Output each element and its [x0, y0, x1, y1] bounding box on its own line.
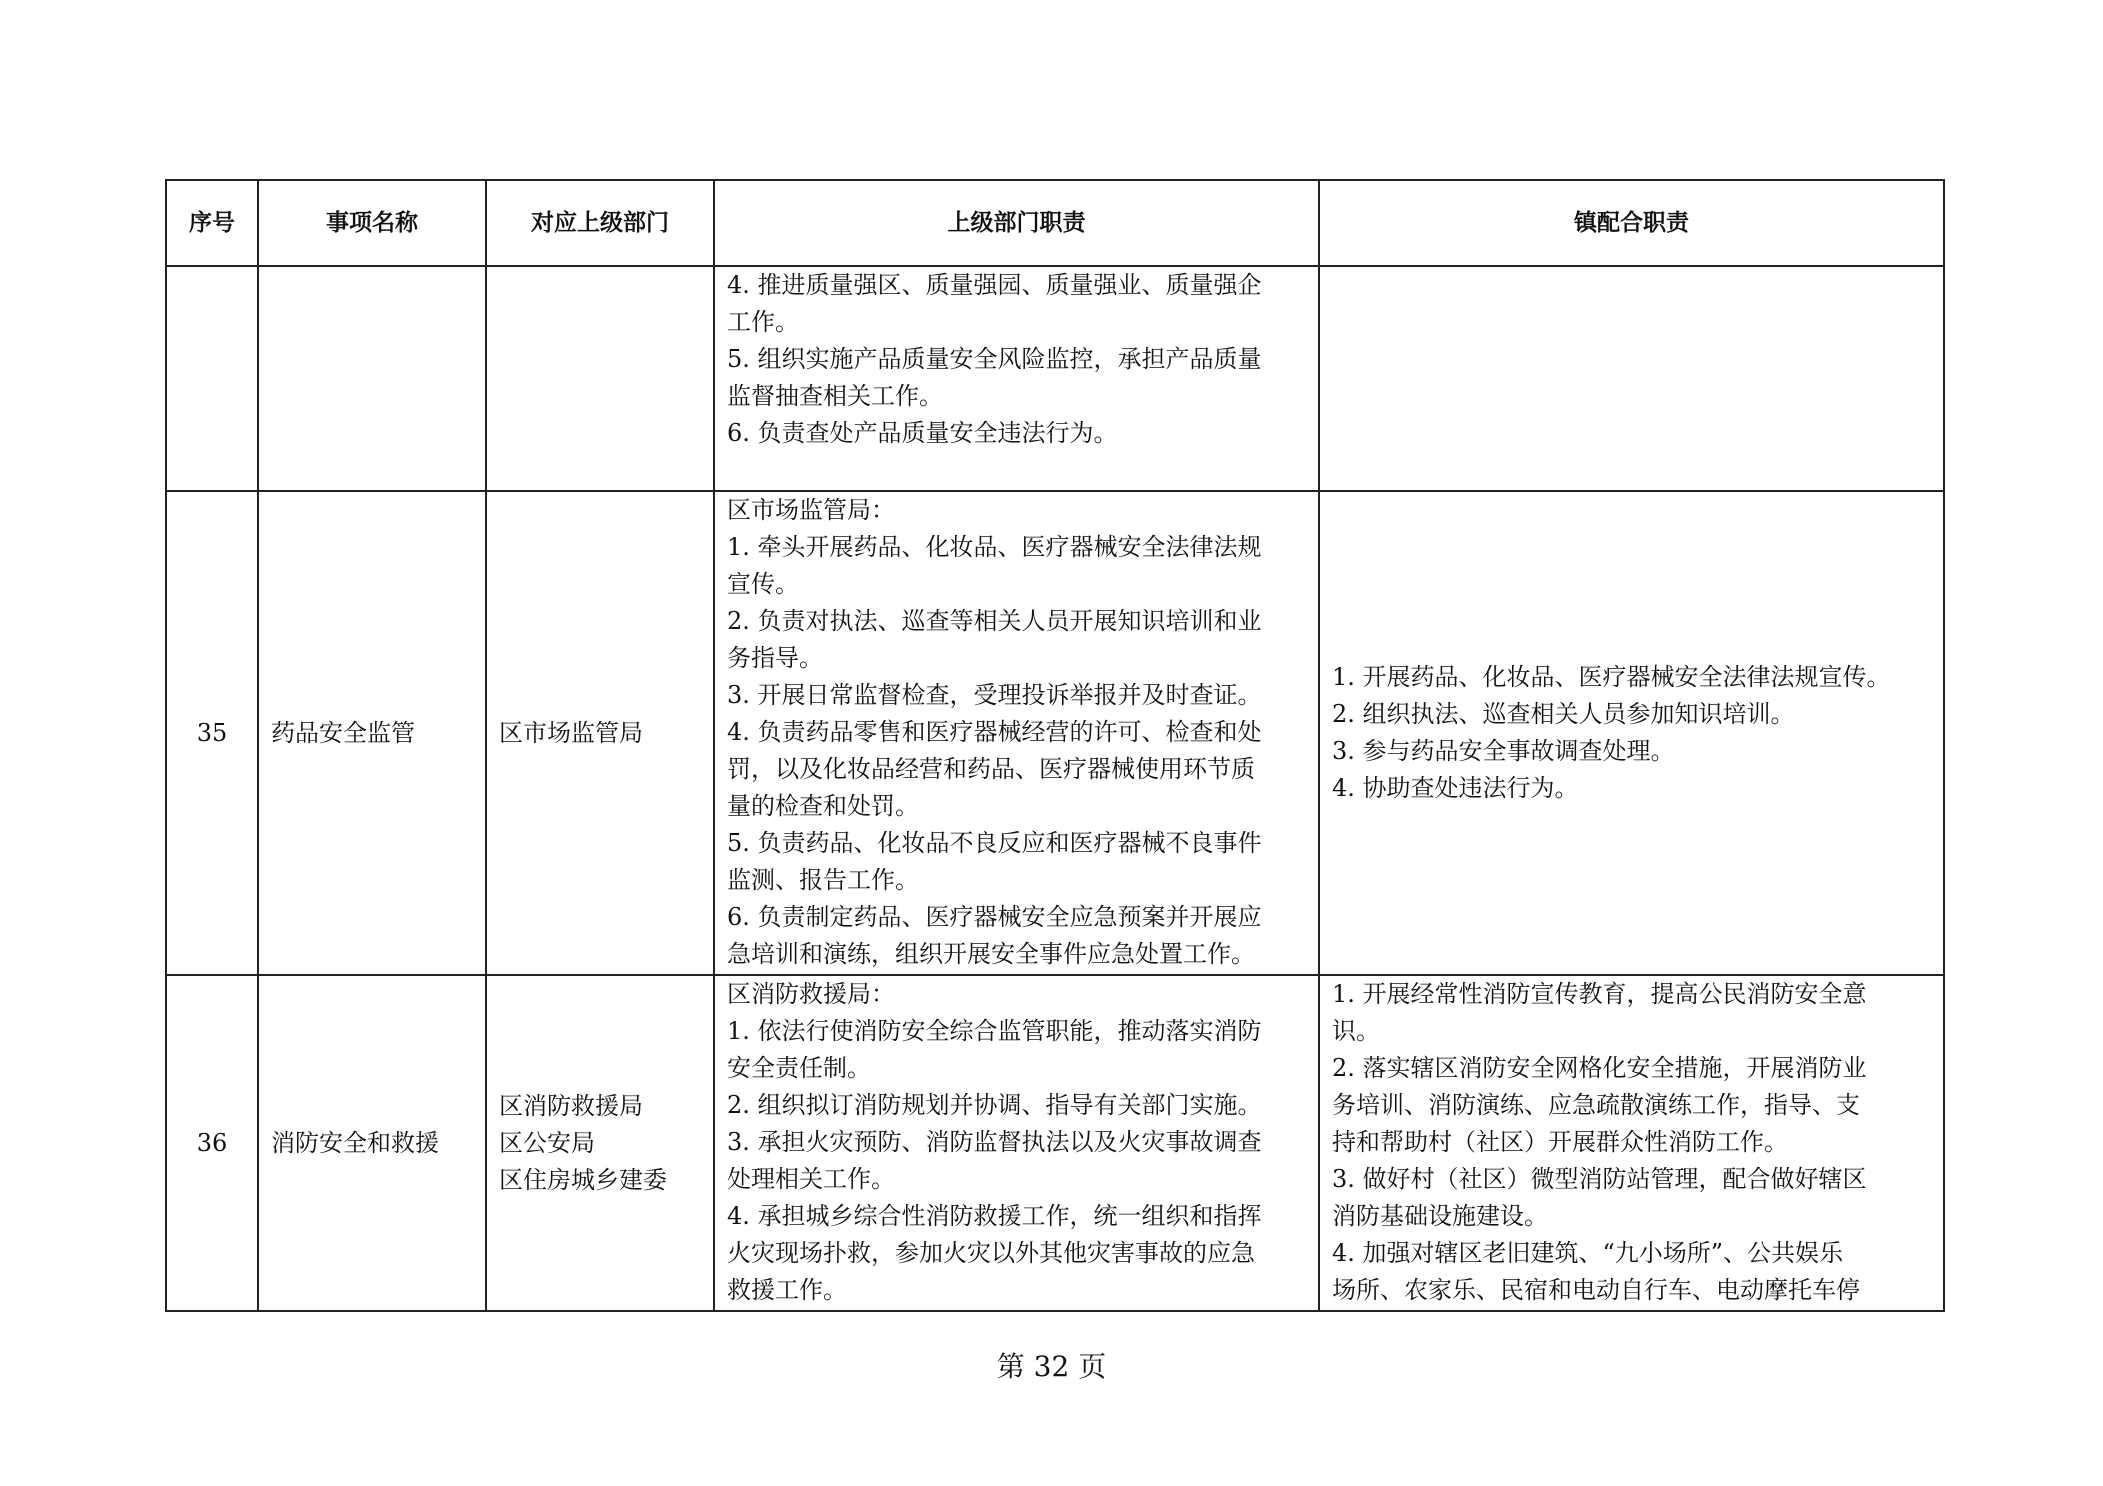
- row-dept: [486, 266, 714, 491]
- town-line: 3. 参与药品安全事故调查处理。: [1332, 737, 1675, 765]
- row-dept: [486, 491, 714, 975]
- dept-line: 区住房城乡建委: [499, 1165, 667, 1194]
- town-line: 4. 加强对辖区老旧建筑、“九小场所”、公共娱乐: [1332, 1239, 1844, 1267]
- dept-line: 区消防救援局: [499, 1091, 643, 1120]
- town-line: 2. 落实辖区消防安全网格化安全措施，开展消防业: [1332, 1054, 1867, 1082]
- table-row: [166, 491, 1944, 975]
- table-header-row: [166, 180, 1944, 266]
- row-item-name: 药品安全监管: [258, 491, 486, 975]
- header-town-duties: 镇配合职责: [1319, 180, 1944, 266]
- town-line: 持和帮助村（社区）开展群众性消防工作。: [1332, 1128, 1788, 1156]
- header-dept: 对应上级部门: [486, 180, 714, 266]
- row-item-name: 消防安全和救援: [258, 975, 486, 1311]
- header-dept-duties: 上级部门职责: [714, 180, 1319, 266]
- duty-line: 6. 负责制定药品、医疗器械安全应急预案并开展应: [727, 903, 1262, 931]
- duty-line: 务指导。: [727, 644, 823, 672]
- duty-line: 救援工作。: [727, 1276, 847, 1304]
- town-line: 1. 开展药品、化妆品、医疗器械安全法律法规宣传。: [1332, 663, 1891, 691]
- duty-line: 6. 负责查处产品质量安全违法行为。: [727, 419, 1118, 447]
- row-num: [166, 266, 258, 491]
- dept-line: 区公安局: [499, 1128, 595, 1157]
- header-num: 序号: [166, 180, 258, 266]
- duty-line: 2. 组织拟订消防规划并协调、指导有关部门实施。: [727, 1091, 1262, 1119]
- duty-line: 罚，以及化妆品经营和药品、医疗器械使用环节质: [727, 755, 1255, 783]
- town-line: 消防基础设施建设。: [1332, 1202, 1548, 1230]
- duty-line: 宣传。: [727, 570, 799, 598]
- duty-line: 区市场监管局：: [727, 496, 895, 524]
- duty-line: 监测、报告工作。: [727, 866, 919, 894]
- table-row: [166, 266, 1944, 491]
- row-town-duties: [1319, 491, 1944, 975]
- row-num: 36: [166, 975, 258, 1311]
- duty-line: 4. 负责药品零售和医疗器械经营的许可、检查和处: [727, 718, 1262, 746]
- duty-line: 3. 开展日常监督检查，受理投诉举报并及时查证。: [727, 681, 1262, 709]
- town-line: 1. 开展经常性消防宣传教育，提高公民消防安全意: [1332, 980, 1867, 1008]
- duty-line: 量的检查和处罚。: [727, 792, 919, 820]
- header-item-name: 事项名称: [258, 180, 486, 266]
- duty-line: 火灾现场扑救，参加火灾以外其他灾害事故的应急: [727, 1239, 1255, 1267]
- table-row: [166, 975, 1944, 1311]
- duty-table: [165, 179, 1945, 1312]
- row-dept-duties: [714, 491, 1319, 975]
- row-dept-duties: [714, 266, 1319, 491]
- duty-line: 5. 负责药品、化妆品不良反应和医疗器械不良事件: [727, 829, 1262, 857]
- row-item-name: [258, 266, 486, 491]
- dept-line: 区市场监管局: [499, 718, 643, 747]
- row-dept: [486, 975, 714, 1311]
- town-line: 4. 协助查处违法行为。: [1332, 774, 1579, 802]
- duty-line: 工作。: [727, 308, 799, 336]
- row-num: 35: [166, 491, 258, 975]
- town-line: 务培训、消防演练、应急疏散演练工作，指导、支: [1332, 1091, 1860, 1119]
- duty-line: 4. 承担城乡综合性消防救援工作，统一组织和指挥: [727, 1202, 1262, 1230]
- town-line: 2. 组织执法、巡查相关人员参加知识培训。: [1332, 700, 1795, 728]
- town-line: 识。: [1332, 1017, 1380, 1045]
- town-line: 场所、农家乐、民宿和电动自行车、电动摩托车停: [1332, 1276, 1860, 1304]
- duty-line: 急培训和演练，组织开展安全事件应急处置工作。: [727, 940, 1255, 968]
- row-dept-duties: [714, 975, 1319, 1311]
- duty-line: 3. 承担火灾预防、消防监督执法以及火灾事故调查: [727, 1128, 1262, 1156]
- duty-line: 区消防救援局：: [727, 980, 895, 1008]
- duty-line: 4. 推进质量强区、质量强园、质量强业、质量强企: [727, 271, 1262, 299]
- row-town-duties: [1319, 266, 1944, 491]
- duty-line: 1. 牵头开展药品、化妆品、医疗器械安全法律法规: [727, 533, 1262, 561]
- duty-line: 安全责任制。: [727, 1054, 871, 1082]
- duty-line: 5. 组织实施产品质量安全风险监控，承担产品质量: [727, 345, 1262, 373]
- duty-line: 1. 依法行使消防安全综合监管职能，推动落实消防: [727, 1017, 1262, 1045]
- duty-line: 2. 负责对执法、巡查等相关人员开展知识培训和业: [727, 607, 1262, 635]
- page-number: 第 32 页: [996, 1350, 1107, 1383]
- town-line: 3. 做好村（社区）微型消防站管理，配合做好辖区: [1332, 1165, 1867, 1193]
- duty-line: 监督抽查相关工作。: [727, 382, 943, 410]
- row-town-duties: [1319, 975, 1944, 1311]
- duty-line: 处理相关工作。: [727, 1165, 895, 1193]
